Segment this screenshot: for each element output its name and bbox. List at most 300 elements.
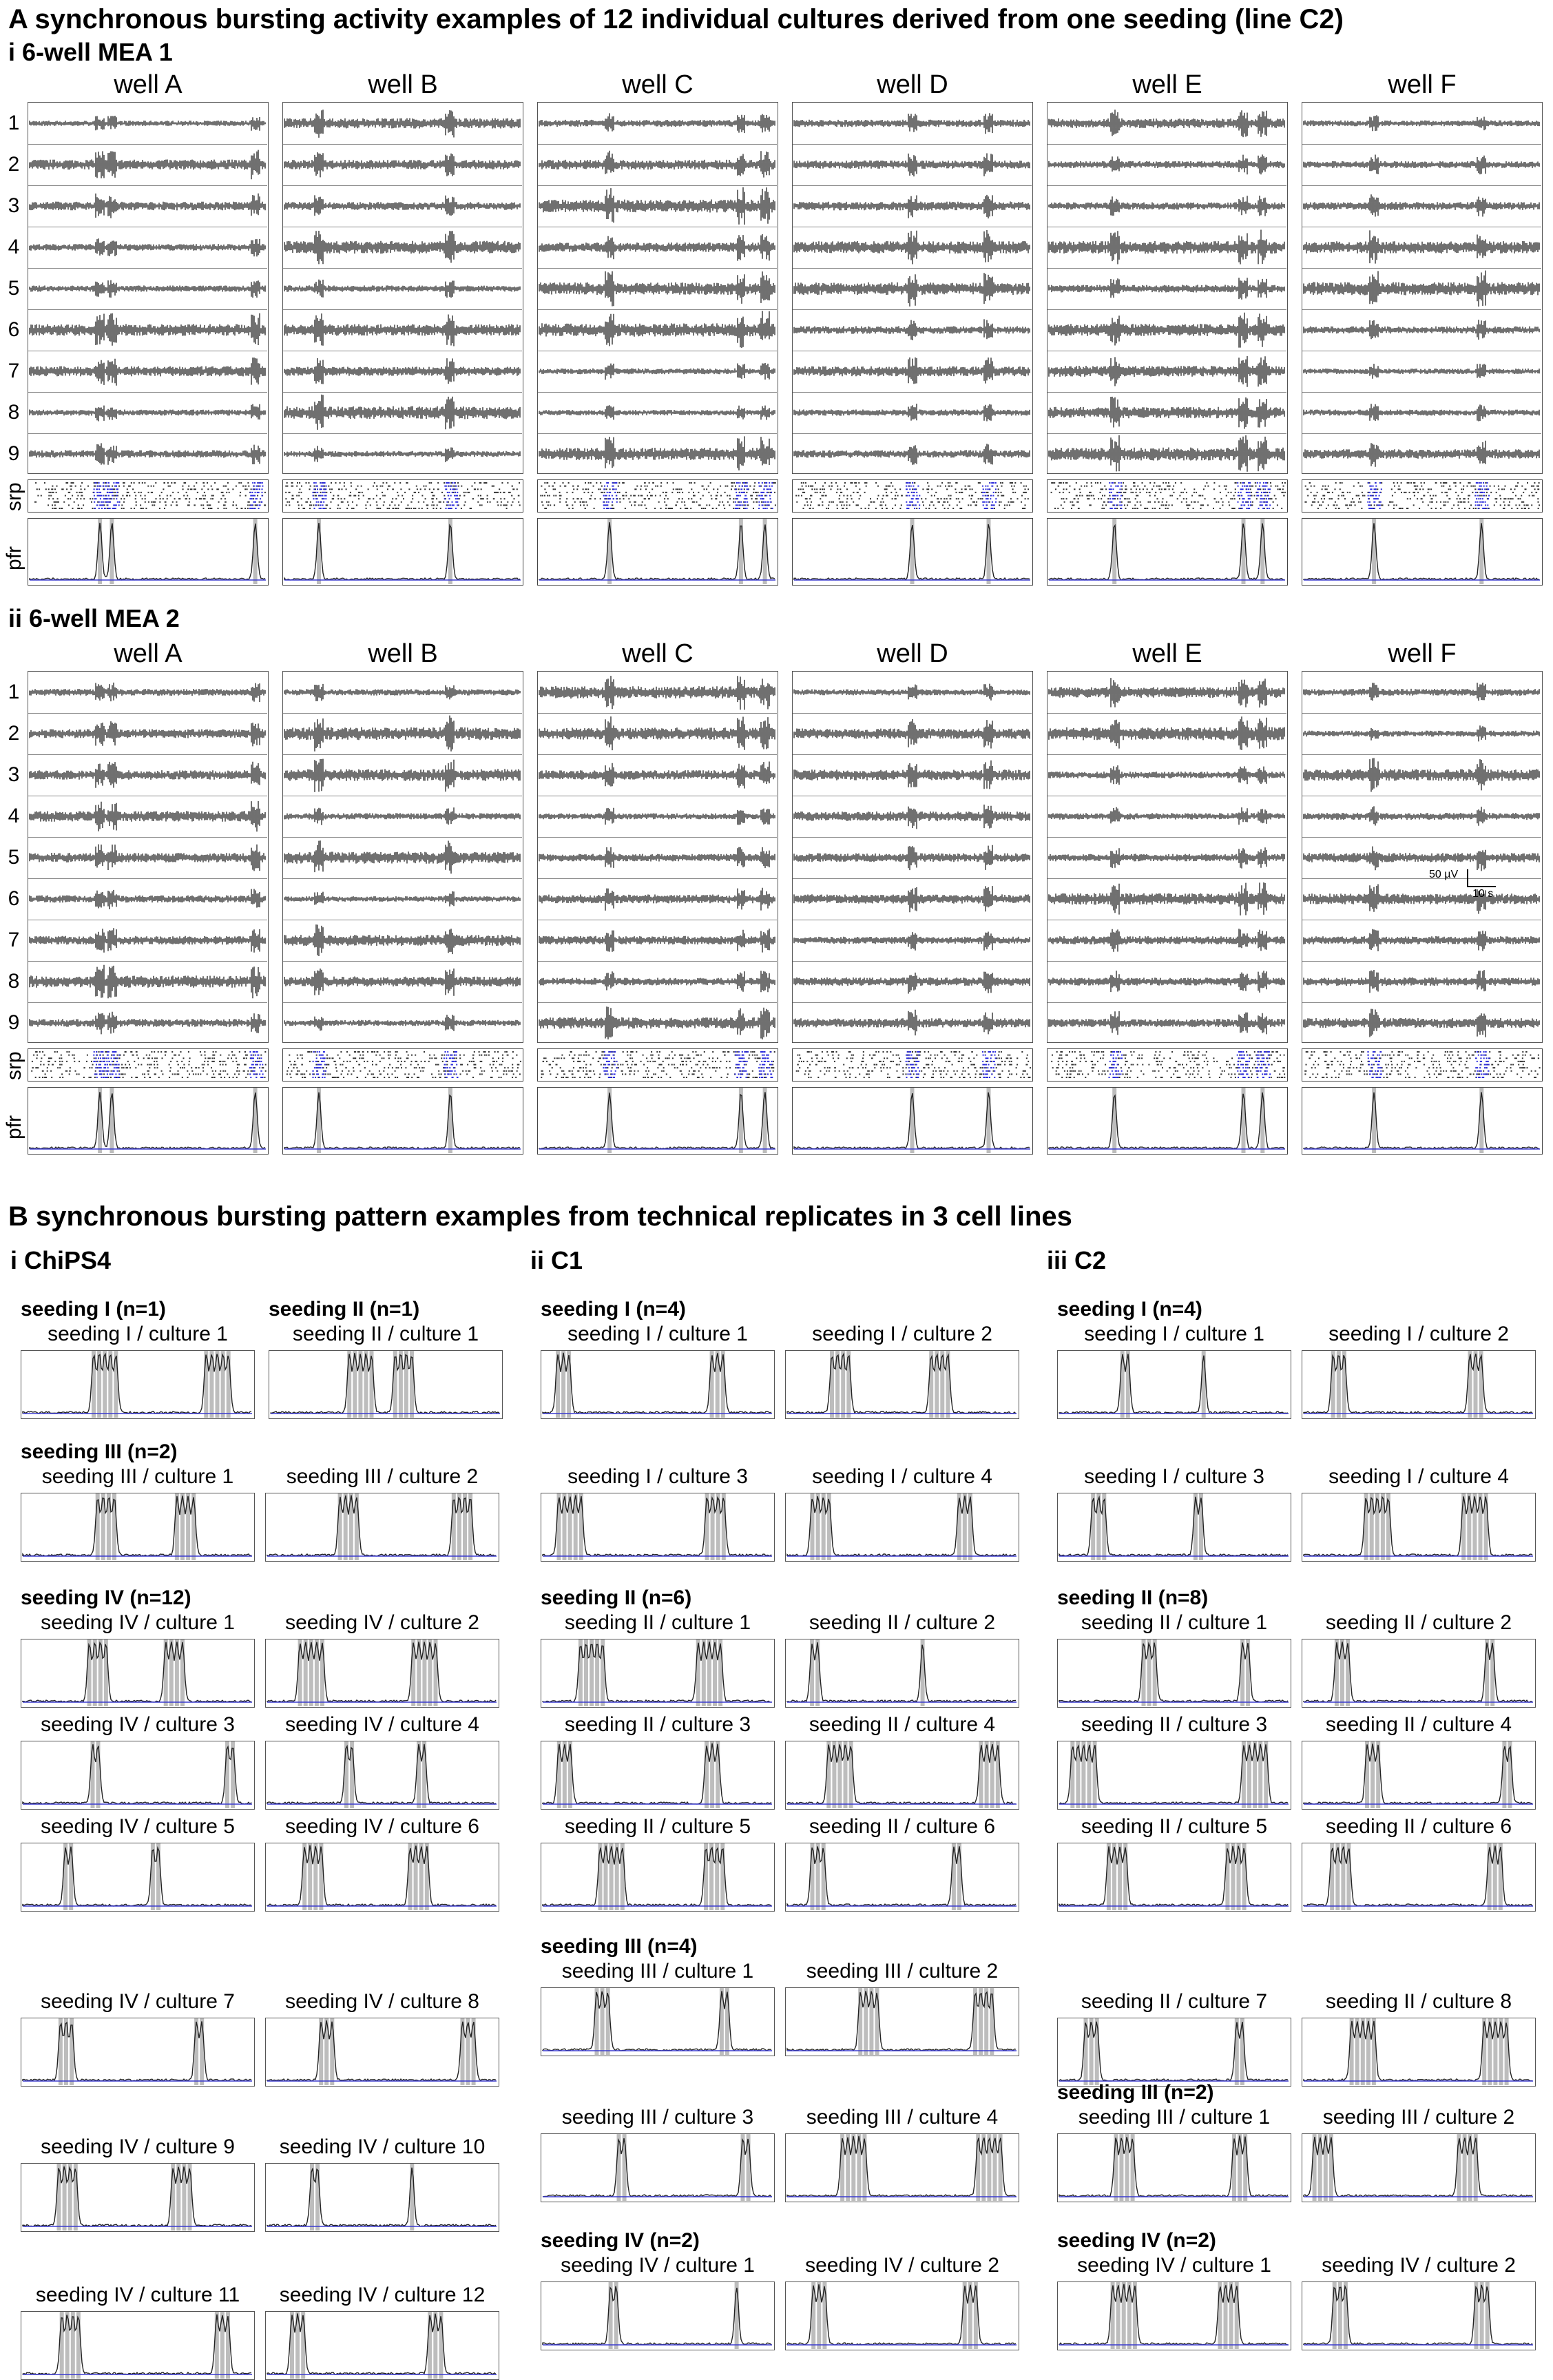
trace-line bbox=[1049, 929, 1284, 952]
pfr-line bbox=[1049, 1093, 1284, 1149]
voltage-trace bbox=[283, 392, 522, 433]
culture-title: seeding II / culture 1 bbox=[564, 1611, 751, 1634]
well-traces bbox=[1047, 671, 1288, 1043]
voltage-trace bbox=[283, 1002, 522, 1043]
voltage-trace bbox=[283, 754, 522, 796]
channel-trace bbox=[283, 796, 522, 838]
culture-pfr-plot bbox=[1057, 2133, 1291, 2202]
pfr-line bbox=[787, 2136, 1016, 2197]
culture-pfr-plot bbox=[21, 1493, 255, 1562]
firing-rate-curve bbox=[283, 1088, 522, 1153]
channel-trace bbox=[538, 392, 777, 434]
culture-pfr-plot bbox=[785, 2281, 1019, 2350]
voltage-trace bbox=[283, 185, 522, 227]
channel-trace bbox=[28, 268, 267, 310]
culture-title: seeding IV / culture 9 bbox=[41, 2135, 235, 2158]
trace-line bbox=[1304, 271, 1539, 307]
trace-line bbox=[794, 154, 1030, 177]
firing-rate-curve bbox=[786, 2282, 1018, 2349]
trace-line bbox=[30, 313, 265, 346]
scale-bar-time: 10 s bbox=[1472, 888, 1494, 900]
pfr-line bbox=[267, 1845, 496, 1906]
firing-rate-curve bbox=[21, 1843, 253, 1910]
trace-line bbox=[794, 1010, 1030, 1035]
spike-raster-plot bbox=[792, 479, 1033, 513]
firing-rate-curve bbox=[538, 1088, 777, 1153]
trace-line bbox=[30, 150, 265, 180]
seeding-label: seeding III (n=2) bbox=[1057, 2081, 1214, 2104]
trace-line bbox=[794, 972, 1030, 994]
channel-trace bbox=[1048, 878, 1286, 920]
culture-pfr-plot bbox=[1057, 1741, 1291, 1810]
seeding-label: seeding I (n=4) bbox=[541, 1298, 686, 1321]
culture-pfr-plot bbox=[265, 1741, 499, 1810]
culture-title: seeding II / culture 6 bbox=[1325, 1815, 1512, 1838]
voltage-trace bbox=[1302, 433, 1541, 474]
voltage-trace bbox=[538, 144, 777, 185]
firing-rate-curve bbox=[786, 1639, 1018, 1706]
voltage-trace bbox=[1048, 144, 1286, 185]
burst-window bbox=[1260, 1088, 1264, 1153]
voltage-trace bbox=[1302, 351, 1541, 392]
trace-line bbox=[30, 443, 265, 464]
trace-line bbox=[30, 965, 265, 999]
pfr-label: pfr bbox=[3, 1115, 25, 1139]
culture-title: seeding II / culture 4 bbox=[1325, 1713, 1512, 1736]
burst-window bbox=[763, 1088, 767, 1153]
population-firing-rate-plot bbox=[28, 1087, 269, 1155]
well-label: well D bbox=[877, 639, 948, 668]
voltage-trace bbox=[283, 672, 522, 713]
culture-pfr-plot bbox=[541, 1493, 775, 1562]
firing-rate-curve bbox=[21, 1741, 253, 1808]
culture-pfr-plot bbox=[1302, 1350, 1536, 1419]
trace-line bbox=[30, 889, 265, 910]
voltage-trace bbox=[538, 185, 777, 227]
trace-line bbox=[539, 971, 775, 992]
trace-line bbox=[284, 231, 520, 264]
channel-trace bbox=[283, 754, 522, 796]
channel-trace bbox=[28, 961, 267, 1003]
burst-window bbox=[317, 1088, 321, 1153]
channel-trace bbox=[283, 185, 522, 227]
channel-label: 8 bbox=[8, 970, 20, 993]
voltage-trace bbox=[538, 351, 777, 392]
voltage-trace bbox=[28, 392, 267, 433]
culture-title: seeding IV / culture 1 bbox=[41, 1611, 235, 1634]
channel-label: 9 bbox=[8, 1011, 20, 1034]
burst-window bbox=[98, 519, 102, 584]
firing-rate-curve bbox=[1302, 1493, 1534, 1560]
voltage-trace bbox=[283, 713, 522, 754]
trace-line bbox=[1049, 313, 1284, 348]
trace-line bbox=[30, 280, 265, 298]
voltage-trace bbox=[1048, 754, 1286, 796]
trace-line bbox=[30, 116, 265, 131]
channel-trace bbox=[793, 796, 1032, 838]
channel-trace bbox=[538, 961, 777, 1003]
channel-trace bbox=[793, 754, 1032, 796]
firing-rate-curve bbox=[786, 1493, 1018, 1560]
trace-line bbox=[794, 845, 1030, 870]
voltage-trace bbox=[283, 227, 522, 268]
firing-rate-curve bbox=[538, 519, 777, 584]
culture-pfr-plot bbox=[21, 1741, 255, 1810]
trace-line bbox=[539, 271, 775, 307]
channel-trace bbox=[1302, 351, 1541, 393]
channel-trace bbox=[28, 144, 267, 186]
trace-line bbox=[1049, 110, 1284, 137]
firing-rate-curve bbox=[1058, 1741, 1290, 1808]
firing-rate-curve bbox=[1302, 1351, 1534, 1418]
trace-line bbox=[794, 273, 1030, 307]
trace-line bbox=[794, 404, 1030, 422]
channel-trace bbox=[28, 309, 267, 351]
raster-dots bbox=[31, 1052, 267, 1077]
trace-line bbox=[1304, 194, 1539, 216]
spike-raster-plot bbox=[1047, 479, 1288, 513]
voltage-trace bbox=[538, 103, 777, 144]
culture-title: seeding IV / culture 8 bbox=[285, 1990, 479, 2013]
culture-pfr-plot bbox=[269, 1350, 503, 1419]
pfr-line bbox=[543, 1846, 771, 1907]
channel-trace bbox=[793, 878, 1032, 920]
trace-line bbox=[1304, 1009, 1539, 1037]
trace-line bbox=[1304, 441, 1539, 467]
voltage-trace bbox=[538, 227, 777, 268]
trace-line bbox=[539, 436, 775, 470]
channel-trace bbox=[793, 837, 1032, 879]
voltage-trace bbox=[28, 920, 267, 961]
firing-rate-curve bbox=[21, 2018, 253, 2085]
voltage-trace bbox=[283, 144, 522, 185]
trace-line bbox=[1304, 320, 1539, 340]
population-firing-rate-plot bbox=[792, 1087, 1033, 1155]
raster-dots bbox=[1051, 1052, 1285, 1077]
voltage-trace bbox=[793, 878, 1032, 920]
voltage-trace bbox=[793, 351, 1032, 392]
spike-raster-plot bbox=[1302, 479, 1543, 513]
population-firing-rate-plot bbox=[1047, 1087, 1288, 1155]
channel-trace bbox=[793, 144, 1032, 186]
culture-pfr-plot bbox=[541, 1843, 775, 1912]
trace-line bbox=[284, 807, 520, 825]
trace-line bbox=[539, 363, 775, 380]
voltage-trace bbox=[283, 103, 522, 144]
firing-rate-curve bbox=[1302, 2282, 1534, 2349]
burst-window bbox=[110, 519, 114, 584]
burst-window bbox=[739, 519, 743, 584]
trace-line bbox=[284, 1015, 520, 1031]
spike-raster bbox=[538, 480, 777, 511]
channel-trace bbox=[28, 185, 267, 227]
well-label: well B bbox=[368, 639, 438, 668]
channel-trace bbox=[1048, 351, 1286, 393]
voltage-trace bbox=[28, 103, 267, 144]
voltage-trace bbox=[538, 392, 777, 433]
culture-title: seeding III / culture 1 bbox=[41, 1465, 234, 1488]
trace-line bbox=[284, 684, 520, 701]
channel-trace bbox=[1302, 309, 1541, 351]
seeding-label: seeding II (n=6) bbox=[541, 1586, 692, 1609]
voltage-trace bbox=[28, 433, 267, 474]
voltage-trace bbox=[1302, 672, 1541, 713]
population-firing-rate-plot bbox=[1302, 518, 1543, 586]
trace-line bbox=[1049, 278, 1284, 300]
voltage-trace bbox=[28, 796, 267, 837]
well-label: well E bbox=[1132, 70, 1202, 99]
culture-title: seeding III / culture 1 bbox=[561, 1960, 754, 1983]
voltage-trace bbox=[28, 351, 267, 392]
culture-title: seeding II / culture 8 bbox=[1325, 1990, 1512, 2013]
firing-rate-curve bbox=[283, 519, 522, 584]
voltage-trace bbox=[1048, 185, 1286, 227]
voltage-trace bbox=[1302, 796, 1541, 837]
burst-window bbox=[98, 1088, 102, 1153]
channel-trace bbox=[793, 433, 1032, 474]
spike-raster-plot bbox=[282, 479, 523, 513]
pfr-line bbox=[543, 1743, 771, 1804]
channel-trace bbox=[1048, 185, 1286, 227]
trace-line bbox=[30, 721, 265, 746]
trace-line bbox=[284, 110, 520, 138]
well-label: well C bbox=[622, 639, 694, 668]
voltage-trace bbox=[538, 837, 777, 878]
cell-line-title: ii C1 bbox=[530, 1246, 583, 1274]
pfr-line bbox=[1059, 2022, 1288, 2081]
pfr-line bbox=[543, 1642, 771, 1702]
well-traces bbox=[28, 102, 269, 474]
pfr-line bbox=[30, 523, 265, 580]
firing-rate-curve bbox=[266, 1493, 498, 1560]
channel-trace bbox=[28, 920, 267, 962]
spike-raster-plot bbox=[28, 479, 269, 513]
trace-line bbox=[794, 932, 1030, 951]
cell-line-title: iii C2 bbox=[1047, 1246, 1107, 1274]
trace-line bbox=[30, 238, 265, 256]
burst-window bbox=[253, 1088, 258, 1153]
firing-rate-curve bbox=[541, 1988, 773, 2055]
culture-pfr-plot bbox=[1302, 2281, 1536, 2350]
culture-pfr-plot bbox=[1302, 1493, 1536, 1562]
firing-rate-curve bbox=[266, 1741, 498, 1808]
pfr-line bbox=[1059, 1643, 1288, 1703]
trace-line bbox=[794, 760, 1030, 789]
voltage-trace bbox=[538, 796, 777, 837]
channel-trace bbox=[283, 837, 522, 879]
spike-raster bbox=[1048, 1049, 1286, 1080]
burst-window bbox=[410, 2164, 414, 2231]
channel-trace bbox=[283, 1002, 522, 1043]
channel-trace bbox=[538, 103, 777, 145]
pfr-line bbox=[1304, 1093, 1539, 1150]
trace-line bbox=[539, 405, 775, 420]
trace-line bbox=[794, 805, 1030, 829]
culture-pfr-plot bbox=[785, 2133, 1019, 2202]
seeding-label: seeding II (n=8) bbox=[1057, 1586, 1209, 1609]
raster-dots bbox=[34, 483, 266, 508]
firing-rate-curve bbox=[786, 1741, 1018, 1808]
firing-rate-curve bbox=[1058, 2282, 1290, 2349]
culture-pfr-plot bbox=[21, 1843, 255, 1912]
firing-rate-curve bbox=[269, 1351, 501, 1418]
firing-rate-curve bbox=[28, 519, 267, 584]
spike-raster bbox=[28, 480, 267, 511]
culture-title: seeding II / culture 5 bbox=[564, 1815, 751, 1838]
channel-trace bbox=[283, 878, 522, 920]
trace-line bbox=[539, 1006, 775, 1039]
channel-trace bbox=[1302, 961, 1541, 1003]
trace-line bbox=[284, 759, 520, 792]
channel-label: 5 bbox=[8, 277, 20, 300]
burst-window bbox=[921, 1639, 925, 1706]
voltage-trace bbox=[1048, 920, 1286, 961]
channel-trace bbox=[538, 1002, 777, 1043]
culture-title: seeding IV / culture 11 bbox=[35, 2284, 240, 2306]
channel-trace bbox=[28, 351, 267, 393]
trace-line bbox=[1304, 970, 1539, 993]
burst-window bbox=[987, 1088, 991, 1153]
well-label: well E bbox=[1132, 639, 1202, 668]
trace-line bbox=[1304, 230, 1539, 263]
culture-title: seeding III / culture 2 bbox=[806, 1960, 999, 1983]
trace-line bbox=[539, 187, 775, 225]
firing-rate-curve bbox=[1302, 1088, 1541, 1153]
voltage-trace bbox=[538, 961, 777, 1002]
culture-title: seeding I / culture 4 bbox=[812, 1465, 992, 1488]
trace-line bbox=[284, 840, 520, 873]
channel-trace bbox=[28, 433, 267, 474]
trace-line bbox=[1049, 435, 1284, 472]
culture-title: seeding III / culture 4 bbox=[806, 2106, 999, 2129]
firing-rate-curve bbox=[28, 1088, 267, 1153]
population-firing-rate-plot bbox=[28, 518, 269, 586]
firing-rate-curve bbox=[1302, 519, 1541, 584]
trace-line bbox=[539, 888, 775, 911]
voltage-trace bbox=[283, 309, 522, 351]
channel-trace bbox=[538, 796, 777, 838]
channel-label: 5 bbox=[8, 846, 20, 869]
culture-pfr-plot bbox=[1302, 1843, 1536, 1912]
culture-title: seeding IV / culture 2 bbox=[285, 1611, 479, 1634]
firing-rate-curve bbox=[541, 1741, 773, 1808]
voltage-trace bbox=[283, 920, 522, 961]
well-traces bbox=[792, 102, 1033, 474]
raster-dots bbox=[1304, 1052, 1540, 1077]
trace-line bbox=[794, 719, 1030, 749]
mea1-title: i 6-well MEA 1 bbox=[8, 38, 173, 66]
firing-rate-curve bbox=[541, 1843, 773, 1910]
burst-window bbox=[1479, 519, 1483, 584]
trace-line bbox=[794, 230, 1030, 265]
seeding-label: seeding IV (n=2) bbox=[1057, 2229, 1216, 2252]
voltage-trace bbox=[283, 433, 522, 474]
pfr-line bbox=[1059, 2284, 1288, 2345]
spike-raster-plot bbox=[537, 479, 778, 513]
culture-title: seeding I / culture 2 bbox=[812, 1323, 992, 1345]
burst-window bbox=[1479, 1088, 1483, 1153]
culture-pfr-plot bbox=[785, 1639, 1019, 1708]
burst-window bbox=[1242, 1088, 1246, 1153]
culture-pfr-plot bbox=[1302, 2018, 1536, 2087]
culture-pfr-plot bbox=[1057, 2018, 1291, 2087]
culture-pfr-plot bbox=[265, 2163, 499, 2232]
channel-trace bbox=[1302, 754, 1541, 796]
culture-title: seeding II / culture 2 bbox=[809, 1611, 996, 1634]
trace-line bbox=[1049, 716, 1284, 750]
culture-title: seeding II / culture 4 bbox=[809, 1713, 996, 1736]
srp-label: srp bbox=[3, 482, 25, 511]
culture-title: seeding III / culture 2 bbox=[286, 1465, 479, 1488]
well-label: well D bbox=[877, 70, 948, 99]
culture-pfr-plot bbox=[785, 1843, 1019, 1912]
pfr-line bbox=[23, 1496, 251, 1556]
voltage-trace bbox=[1048, 351, 1286, 392]
well-traces bbox=[1302, 671, 1543, 1043]
channel-label: 3 bbox=[8, 763, 20, 786]
burst-window bbox=[607, 519, 612, 584]
culture-title: seeding IV / culture 1 bbox=[1077, 2254, 1271, 2277]
pfr-line bbox=[787, 2284, 1016, 2345]
voltage-trace bbox=[793, 920, 1032, 961]
trace-line bbox=[539, 808, 775, 825]
burst-window bbox=[987, 519, 991, 584]
population-firing-rate-plot bbox=[1302, 1087, 1543, 1155]
spike-raster bbox=[28, 1049, 267, 1080]
trace-line bbox=[539, 151, 775, 178]
trace-line bbox=[284, 313, 520, 346]
trace-line bbox=[1304, 806, 1539, 825]
culture-pfr-plot bbox=[541, 2133, 775, 2202]
trace-line bbox=[1049, 847, 1284, 868]
firing-rate-curve bbox=[541, 2134, 773, 2201]
culture-pfr-plot bbox=[785, 1350, 1019, 1419]
firing-rate-curve bbox=[21, 2164, 253, 2231]
channel-trace bbox=[793, 672, 1032, 714]
voltage-trace bbox=[283, 961, 522, 1002]
channel-label: 6 bbox=[8, 887, 20, 910]
burst-window bbox=[448, 1088, 452, 1153]
channel-label: 7 bbox=[8, 360, 20, 382]
trace-line bbox=[1049, 678, 1284, 707]
firing-rate-curve bbox=[541, 1493, 773, 1560]
channel-trace bbox=[538, 185, 777, 227]
trace-line bbox=[284, 395, 520, 430]
channel-trace bbox=[1048, 713, 1286, 755]
voltage-trace bbox=[28, 1002, 267, 1043]
channel-label: 7 bbox=[8, 929, 20, 951]
firing-rate-curve bbox=[21, 2312, 253, 2379]
firing-rate-curve bbox=[21, 1493, 253, 1560]
culture-title: seeding II / culture 6 bbox=[809, 1815, 996, 1838]
culture-pfr-plot bbox=[21, 1639, 255, 1708]
culture-title: seeding IV / culture 2 bbox=[1322, 2254, 1516, 2277]
pfr-line bbox=[543, 1991, 771, 2051]
raster-dots bbox=[1304, 483, 1540, 508]
spike-raster-plot bbox=[1302, 1048, 1543, 1082]
culture-title: seeding I / culture 2 bbox=[1328, 1323, 1509, 1345]
channel-trace bbox=[1048, 227, 1286, 269]
channel-trace bbox=[538, 227, 777, 269]
firing-rate-curve bbox=[1302, 1741, 1534, 1808]
channel-label: 6 bbox=[8, 318, 20, 341]
spike-raster-plot bbox=[28, 1048, 269, 1082]
channel-trace bbox=[1048, 1002, 1286, 1043]
voltage-trace bbox=[538, 754, 777, 796]
firing-rate-curve bbox=[1058, 2018, 1290, 2085]
trace-line bbox=[1049, 1011, 1284, 1035]
voltage-trace bbox=[793, 433, 1032, 474]
